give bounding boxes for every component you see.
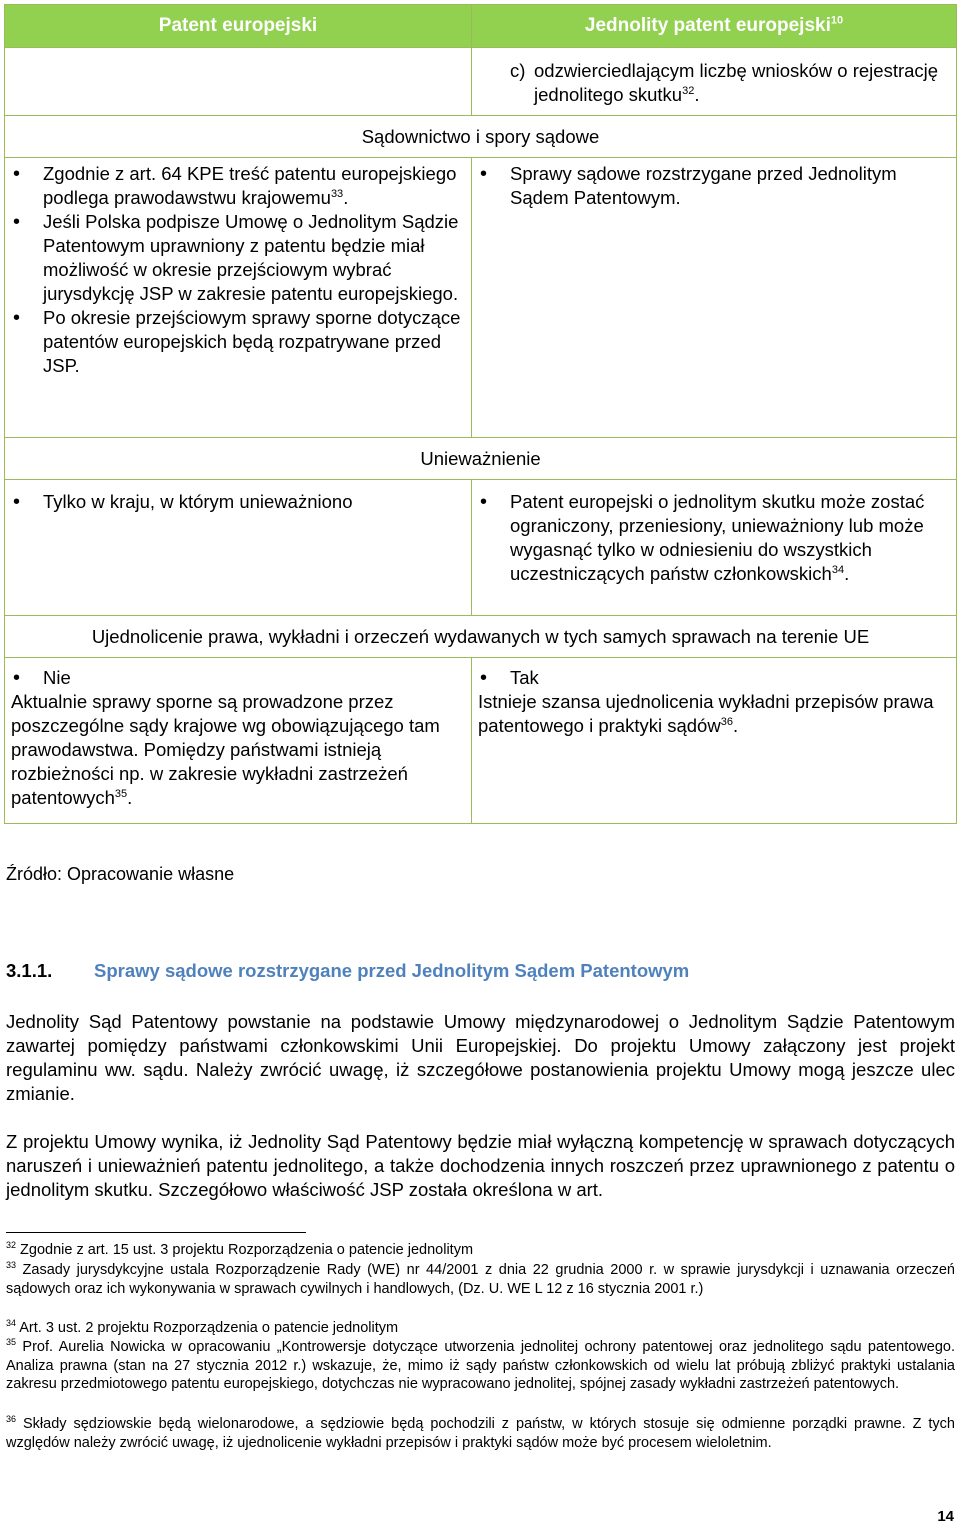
section-title: Sprawy sądowe rozstrzygane przed Jednolitym Sądem Patentowym	[94, 960, 690, 981]
source-note: Źródło: Opracowanie własne	[6, 864, 235, 884]
paragraph-2: Z projektu Umowy wynika, iż Jednolity Sąd Patentowy będzie miał wyłączną kompetencję w sprawach dotyczących naruszeń i unieważnień patentu jednolitego, a także dochodzenia innych roszczeń przez uprawnionego z patentu o jednolitym skutku. Szczegółowo właściwość JSP została określona w art.	[6, 1131, 955, 1200]
sadownictwo-right	[472, 158, 957, 438]
uniewaznienie-left	[5, 480, 472, 616]
uniewaznienie-right	[472, 480, 957, 616]
footnote: $^{32}$ Zgodnie z art. 15 ust. 3 projektu Rozporządzenia o patencie jednolitym	[6, 1240, 474, 1258]
ujednolicenie-right	[472, 658, 957, 824]
list-item: • Po okresie przejściowym sprawy sporne dotyczące patentów europejskich będą rozpatrywane przed JSP.	[43, 306, 471, 378]
section-sadownictwo: Sądownictwo i spory sądowe	[5, 116, 957, 158]
section-ujednolicenie: Ujednolicenie prawa, wykładni i orzeczeń wydawanych w tych samych sprawach na terenie UE	[5, 616, 957, 658]
list-item: • Zgodnie z art. 64 KPE treść patentu europejskiego podlega prawodawstwu krajowemu$^{33}$.	[43, 162, 471, 210]
page-number: 14	[937, 1508, 954, 1525]
section-heading	[6, 960, 689, 982]
list-item: • Nie	[43, 666, 465, 690]
row1-text: odzwierciedlającym liczbę wniosków o rejestrację jednolitego skutku	[534, 60, 939, 105]
list-item: • Tylko w kraju, w którym unieważniono	[43, 490, 471, 514]
footnote-separator	[6, 1232, 306, 1233]
list-item: • Patent europejski o jednolitym skutku może zostać ograniczony, przeniesiony, unieważniony lub może wygasnąć tylko w odniesieniu do wszystkich uczestniczących państw członkowskich$^{34}$.	[510, 490, 936, 586]
header-jednolity-patent: Jednolity patent europejski$^{10}$	[472, 5, 957, 48]
list-item: • Tak	[510, 666, 950, 690]
comparison-table	[4, 4, 957, 824]
row1-right: c) odzwierciedlającym liczbę wniosków o rejestrację jednolitego skutku$^{32}$.	[472, 48, 957, 116]
section-number: 3.1.1.	[6, 960, 53, 981]
paragraph-1: Jednolity Sąd Patentowy powstanie na podstawie Umowy międzynarodowej o Jednolitym Sądzie Patentowym zawartej pomiędzy państwami członkowskimi Unii Europejskiej. Do projektu Umowy załączony jest projekt regulaminu ww. sądu. Należy zwrócić uwagę, iż szczegółowe postanowienia projektu Umowy mogą jeszcze ulec zmianie.	[6, 1011, 955, 1104]
section-uniewaznienie: Unieważnienie	[5, 438, 957, 480]
ujednolicenie-left-text: Aktualnie sprawy sporne są prowadzone przez poszczególne sądy krajowe wg obowiązującego tam prawodawstwa. Pomiędzy państwami istnieją rozbieżności np. w zakresie wykładni zastrzeżeń patentowych$^{35}$.	[11, 691, 440, 808]
footnote: $^{33}$ Zasady jurysdykcyjne ustala Rozporządzenie Rady (WE) nr 44/2001 z dnia 22 grudnia 2000 r. w sprawie jurysdykcji i uznawania orzeczeń sądowych oraz ich wykonywania w sprawach cywilnych i handlowych, (Dz. U. WE L 12 z 16 stycznia 2001 r.)	[6, 1260, 955, 1297]
list-item: • Jeśli Polska podpisze Umowę o Jednolitym Sądzie Patentowym uprawniony z patentu będzie miał możliwość w okresie przejściowym wybrać jurysdykcję JSP w zakresie patentu europejskiego.	[43, 210, 471, 306]
footnote: $^{35}$ Prof. Aurelia Nowicka w opracowaniu „Kontrowersje dotyczące utworzenia jednolitej ochrony patentowej oraz jednolitego sądu patentowego. Analiza prawna (stan na 27 stycznia 2012 r.) wskazuje, że, mimo iż sądy państw członkowskich od wielu lat próbują zbliżyć praktyki ustalania zakresu przedmiotowego patentu europejskiego, dotychczas nie wypracowano jednolitej, spójnej zasady wykładni zastrzeżeń patentowych.	[6, 1337, 955, 1392]
list-marker-c: c)	[510, 60, 526, 81]
ujednolicenie-right-text: Istnieje szansa ujednolicenia wykładni przepisów prawa patentowego i praktyki sądów$^{36}$.	[478, 691, 934, 736]
row1-left-empty	[5, 48, 472, 116]
list-item: • Sprawy sądowe rozstrzygane przed Jednolitym Sądem Patentowym.	[510, 162, 936, 210]
sadownictwo-left	[5, 158, 472, 438]
footnote: $^{36}$ Składy sędziowskie będą wielonarodowe, a sędziowie będą pochodzili z państw, w których stosuje się odmienne porządki prawne. Z tych względów należy zwrócić uwagę, iż ujednolicenie wykładni przepisów i praktyki sądów może być procesem wieloletnim.	[6, 1414, 955, 1451]
header-patent-europejski: Patent europejski	[5, 5, 472, 48]
footnote: $^{34}$ Art. 3 ust. 2 projektu Rozporządzenia o patencie jednolitym	[6, 1318, 399, 1336]
ujednolicenie-left	[5, 658, 472, 824]
